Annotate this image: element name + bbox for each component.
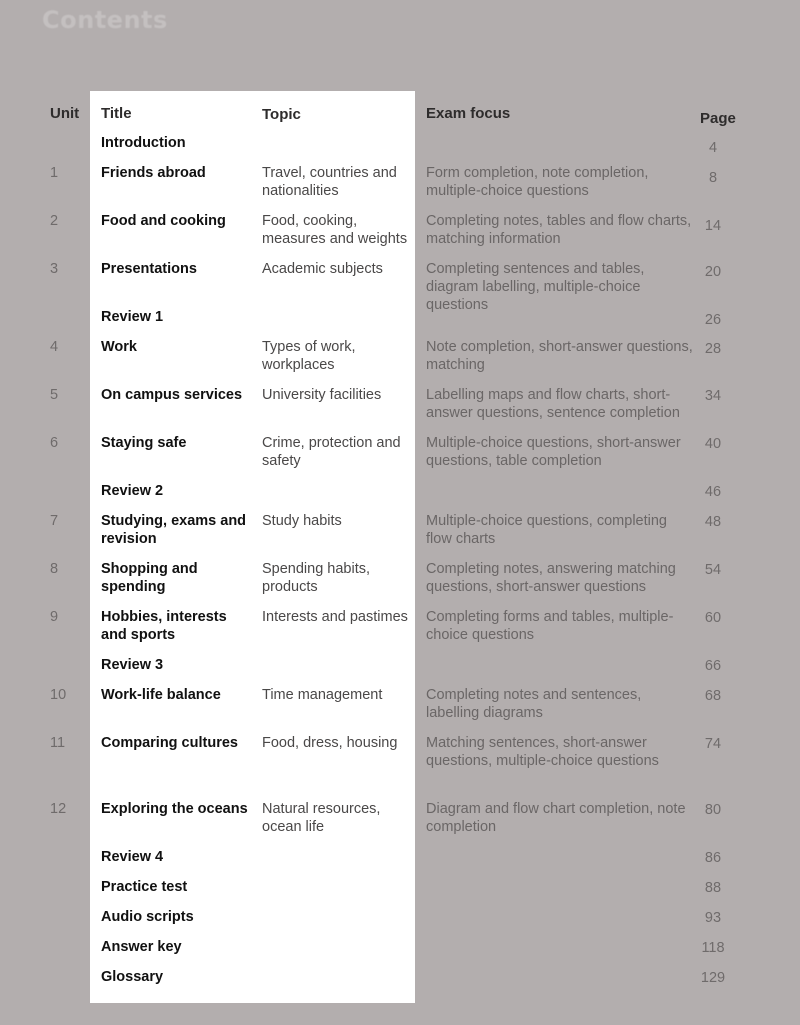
unit-topic: Travel, countries and nationalities <box>262 165 397 199</box>
unit-topic: Types of work, workplaces <box>262 339 356 373</box>
unit-title: Work <box>101 339 137 355</box>
exam-focus: Completing notes and sentences, labelling diagrams <box>426 687 642 721</box>
unit-number: 4 <box>50 339 59 355</box>
unit-topic: Time management <box>262 687 383 703</box>
unit-title: Introduction <box>101 135 186 151</box>
page-number: 66 <box>704 658 722 674</box>
exam-focus: Completing notes, tables and flow charts, matching information <box>426 213 692 247</box>
unit-topic: Food, cooking, measures and weights <box>262 213 408 247</box>
unit-title: Work-life balance <box>101 687 221 703</box>
exam-focus: Diagram and flow chart completion, note completion <box>426 801 686 835</box>
exam-focus: Note completion, short-answer questions, matching <box>426 339 693 373</box>
unit-topic: Crime, protection and safety <box>262 435 401 469</box>
page-number: 28 <box>704 341 722 357</box>
exam-focus: Completing sentences and tables, diagram labelling, multiple-choice questions <box>426 261 645 313</box>
header-title: Title <box>101 105 132 122</box>
unit-topic: Academic subjects <box>262 261 383 277</box>
unit-title: Review 1 <box>101 309 164 325</box>
page-number: 46 <box>704 484 722 500</box>
exam-focus: Matching sentences, short-answer questions, multiple-choice questions <box>426 735 659 769</box>
page-number: 20 <box>704 264 722 280</box>
unit-number: 3 <box>50 261 59 277</box>
page-number: 14 <box>704 218 722 234</box>
exam-focus: Completing notes, answering matching questions, short-answer questions <box>426 561 676 595</box>
unit-title: Review 4 <box>101 849 164 865</box>
unit-title: Hobbies, interests and sports <box>101 609 227 643</box>
page-number: 129 <box>700 970 726 986</box>
page-number: 86 <box>704 850 722 866</box>
page-number: 74 <box>704 736 722 752</box>
unit-number: 9 <box>50 609 59 625</box>
page-number: 40 <box>704 436 722 452</box>
page-number: 34 <box>704 388 722 404</box>
unit-number: 6 <box>50 435 59 451</box>
unit-topic: Food, dress, housing <box>262 735 398 751</box>
exam-focus: Labelling maps and flow charts, short-answer questions, sentence completion <box>426 387 680 421</box>
unit-title: Audio scripts <box>101 909 194 925</box>
page-number: 118 <box>701 940 725 956</box>
unit-topic: University facilities <box>262 387 382 403</box>
unit-title: Review 2 <box>101 483 164 499</box>
unit-number: 11 <box>50 735 66 751</box>
unit-title: Exploring the oceans <box>101 801 248 817</box>
page-number: 80 <box>704 802 722 818</box>
unit-topic: Study habits <box>262 513 342 529</box>
unit-number: 8 <box>50 561 59 577</box>
unit-number: 2 <box>50 213 59 229</box>
unit-title: Comparing cultures <box>101 735 238 751</box>
unit-number: 10 <box>50 687 67 703</box>
unit-title: Studying, exams and revision <box>101 513 247 547</box>
unit-number: 12 <box>50 801 67 817</box>
unit-title: Shopping and spending <box>101 561 198 595</box>
page-number: 68 <box>704 688 722 704</box>
unit-title: Friends abroad <box>101 165 206 181</box>
header-unit: Unit <box>50 105 80 122</box>
exam-focus: Multiple-choice questions, short-answer questions, table completion <box>426 435 681 469</box>
header-topic: Topic <box>262 106 301 123</box>
header-exam-focus: Exam focus <box>426 105 511 122</box>
page-number: 60 <box>704 610 722 626</box>
header-page: Page <box>700 110 736 127</box>
page-title: Contents <box>42 6 168 34</box>
unit-title: Practice test <box>101 879 188 895</box>
unit-title: On campus services <box>101 387 243 403</box>
unit-topic: Natural resources, ocean life <box>262 801 381 835</box>
exam-focus: Multiple-choice questions, completing flow charts <box>426 513 667 547</box>
unit-topic: Spending habits, products <box>262 561 371 595</box>
unit-topic: Interests and pastimes <box>262 609 408 625</box>
unit-number: 5 <box>50 387 59 403</box>
unit-title: Answer key <box>101 939 182 955</box>
page-number: 48 <box>704 514 722 530</box>
page-number: 26 <box>704 312 722 328</box>
unit-title: Presentations <box>101 261 197 277</box>
unit-title: Glossary <box>101 969 164 985</box>
page-number: 4 <box>708 140 718 156</box>
unit-title: Review 3 <box>101 657 164 673</box>
page-number: 93 <box>704 910 722 926</box>
unit-number: 7 <box>50 513 59 529</box>
unit-title: Staying safe <box>101 435 187 451</box>
unit-number: 1 <box>50 165 59 181</box>
page-number: 8 <box>708 170 718 186</box>
exam-focus: Completing forms and tables, multiple-choice questions <box>426 609 674 643</box>
exam-focus: Form completion, note completion, multiple-choice questions <box>426 165 649 199</box>
page-number: 88 <box>704 880 722 896</box>
unit-title: Food and cooking <box>101 213 226 229</box>
page-number: 54 <box>704 562 722 578</box>
